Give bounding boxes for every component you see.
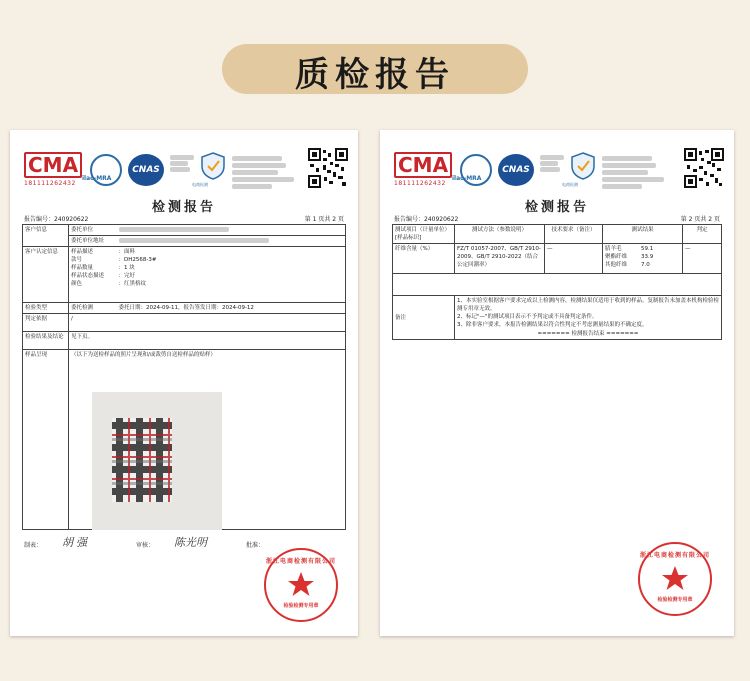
client-address-value bbox=[117, 236, 346, 247]
reviewed-label: 审核： bbox=[136, 542, 155, 549]
header-item: 测试项目（计量单位）[样品标识] bbox=[393, 225, 455, 244]
note-item: 1、本实验室根据客户要求完成以上检测内容，检测结果仅适用于收到的样品。复制报告未加盖本机构检验检测专用章无效。 bbox=[457, 298, 720, 312]
method-value: FZ/T 01057-2007、GB/T 2910-2009、GB/T 2910-2022（结合公定回潮率） bbox=[455, 244, 545, 274]
model-label: 款号 bbox=[71, 257, 83, 263]
report-end-marker: ======= 检测报告结束 ======= bbox=[537, 331, 639, 337]
seal-arc-text: 浙江电商检测有限公司 bbox=[640, 552, 711, 559]
qty-value: 1 块 bbox=[124, 265, 135, 271]
inspection-type-label: 检验类型 bbox=[23, 303, 69, 314]
state-value: 完好 bbox=[124, 273, 136, 279]
header-result: 测试结果 bbox=[603, 225, 683, 244]
ilac-label: ilac-MRA bbox=[82, 175, 112, 182]
shield-icon bbox=[570, 152, 596, 180]
sample-field-labels bbox=[69, 247, 117, 303]
result-values bbox=[603, 244, 683, 274]
shield-label: 电商检测 bbox=[192, 182, 208, 187]
header-method: 测试方法（参数说明） bbox=[455, 225, 545, 244]
cma-logo bbox=[24, 152, 80, 188]
company-seal bbox=[638, 542, 712, 616]
shield-label: 电商检测 bbox=[562, 182, 578, 187]
test-results-table bbox=[392, 224, 722, 340]
prepared-signature: 胡强 bbox=[62, 536, 90, 549]
basis-label: 判定依据 bbox=[23, 314, 69, 332]
notes-content bbox=[455, 296, 722, 340]
prepared-label: 制表： bbox=[24, 542, 43, 549]
result-name: 其他纤维 bbox=[605, 262, 628, 268]
sample-field-values: ：面料 ：DH2568-3# ：1 块 ：完好 ：红黑格纹 bbox=[117, 247, 346, 303]
qr-code-icon bbox=[684, 148, 724, 188]
photo-note: （以下为送检样品的照片呈现和/或裁剪自送检样品的贴样） bbox=[69, 350, 346, 530]
photo-label: 样品呈现 bbox=[23, 350, 69, 530]
page-number: 第 1 页共 2 页 bbox=[304, 216, 344, 223]
result-value: 7.0 bbox=[641, 262, 650, 268]
report-page-1 bbox=[10, 130, 358, 636]
report-number: 报告编号：240920622 bbox=[394, 216, 459, 223]
inspection-type-value: 委托检测 bbox=[69, 303, 117, 314]
note-item: 3、除非客户要求，本报告检测结果以符合性判定不考虑测量结果的不确定度。 bbox=[457, 322, 648, 328]
cnas-fine-print bbox=[540, 154, 568, 172]
sample-desc-label: 样品描述 bbox=[71, 249, 94, 255]
seal-bottom-text: 检验检测专用章 bbox=[657, 597, 693, 603]
cma-logo bbox=[394, 152, 450, 188]
cma-number: 181111262432 bbox=[394, 180, 446, 187]
judgement-value: — bbox=[683, 244, 722, 274]
result-value: 59.1 bbox=[641, 246, 654, 252]
document-title: 检测报告 bbox=[151, 200, 216, 215]
cma-mark: CMA bbox=[24, 152, 82, 178]
page-number: 第 2 页共 2 页 bbox=[680, 216, 720, 223]
ilac-label: ilac-MRA bbox=[452, 175, 482, 182]
result-name: 腈羊毛 bbox=[605, 246, 622, 252]
seal-bottom-text: 检验检测专用章 bbox=[283, 603, 319, 609]
header-logos bbox=[390, 148, 724, 192]
sample-info-label: 客户认定信息 bbox=[23, 247, 69, 303]
sample-photo bbox=[92, 392, 222, 530]
client-unit-value bbox=[117, 225, 346, 236]
company-seal bbox=[264, 548, 338, 622]
seal-arc-text: 浙江电商检测有限公司 bbox=[266, 558, 337, 565]
requirement-value: — bbox=[545, 244, 603, 274]
result-name: 聚酯纤维 bbox=[605, 254, 628, 260]
color-value: 红黑格纹 bbox=[124, 281, 147, 287]
empty-row bbox=[393, 274, 722, 296]
cnas-fine-print bbox=[170, 154, 198, 172]
report-page-2 bbox=[380, 130, 734, 636]
basis-value: / bbox=[69, 314, 346, 332]
cnas-logo: CNAS bbox=[498, 154, 534, 186]
document-title: 检测报告 bbox=[524, 200, 589, 215]
notes-label: 备注 bbox=[393, 296, 455, 340]
color-label: 颜色 bbox=[71, 281, 83, 287]
qty-label: 样品数量 bbox=[71, 265, 94, 271]
approved-label: 批准： bbox=[246, 542, 265, 549]
shield-icon bbox=[200, 152, 226, 180]
header-logos bbox=[20, 148, 348, 192]
sample-desc-value: 面料 bbox=[124, 249, 136, 255]
report-number: 报告编号：240920622 bbox=[24, 216, 89, 223]
cnas-logo: CNAS bbox=[128, 154, 164, 186]
header-requirement: 技术要求（备注） bbox=[545, 225, 603, 244]
banner-title: 质检报告 bbox=[295, 55, 455, 95]
dates-value: 委托日期：2024-09-11，报告签发日期：2024-09-12 bbox=[117, 303, 346, 314]
header-judgement: 判定 bbox=[683, 225, 722, 244]
conclusion-value: 见下页。 bbox=[69, 332, 346, 350]
conclusion-label: 检验结果及结论 bbox=[23, 332, 69, 350]
cma-number: 181111262432 bbox=[24, 180, 76, 187]
reviewed-signature: 陈光明 bbox=[174, 536, 207, 549]
item-fiber-content: 纤维含量（%） bbox=[393, 244, 455, 274]
client-address-label: 委托单位地址 bbox=[69, 236, 117, 247]
contact-info bbox=[602, 154, 672, 189]
qr-code-icon bbox=[308, 148, 348, 188]
state-label: 样品状态描述 bbox=[71, 273, 105, 279]
result-value: 33.9 bbox=[641, 254, 654, 260]
contact-info bbox=[232, 154, 302, 189]
cma-mark: CMA bbox=[394, 152, 452, 178]
client-unit-label: 委托单位 bbox=[69, 225, 117, 236]
client-info-label: 客户信息 bbox=[23, 225, 69, 247]
note-item: 2、标记"—"的测试项目表示不予判定或不具备判定条件。 bbox=[457, 314, 598, 320]
plaid-fabric-swatch bbox=[112, 418, 172, 502]
model-value: DH2568-3# bbox=[124, 257, 157, 263]
